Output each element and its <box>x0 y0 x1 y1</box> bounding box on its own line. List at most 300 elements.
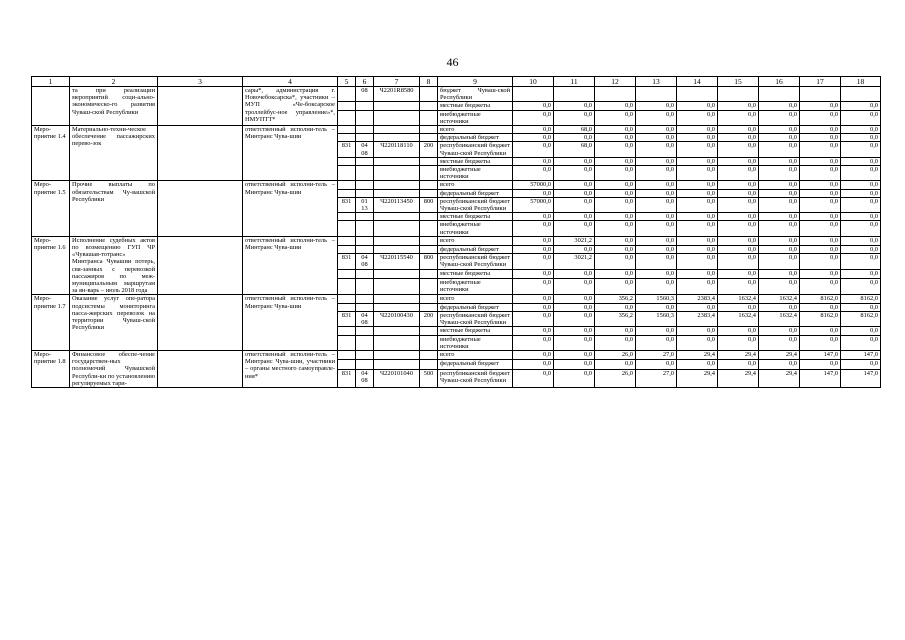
value-cell: 0,0 <box>718 102 759 110</box>
expense-type-code <box>420 221 438 236</box>
value-cell: 0,0 <box>595 236 636 245</box>
value-cell: 0,0 <box>677 279 718 295</box>
funding-source: бюджет Чуваш-ской Республики <box>438 87 513 102</box>
admin-code: 831 <box>338 369 356 387</box>
value-cell: 0,0 <box>759 279 800 295</box>
table-row <box>32 181 881 189</box>
value-cell: 0,0 <box>513 335 554 350</box>
admin-code <box>338 360 356 370</box>
funding-source: республиканский бюджет Чуваш-ской Республики <box>438 254 513 270</box>
expense-type-code <box>420 157 438 165</box>
responsible-executor: ответственный исполни-тель – Минтранс Чува-шии, участники – органы местного самоуправле-ния* <box>243 350 338 387</box>
admin-code <box>338 110 356 125</box>
expense-type-code: 800 <box>420 197 438 212</box>
expense-type-code <box>420 102 438 110</box>
funding-source: местные бюджеты <box>438 270 513 279</box>
column-number-9: 9 <box>438 77 513 87</box>
measure-name: та при реализации мероприятий соци-ально-экономическо-го развития Чуваш-ской Республики <box>70 87 158 126</box>
value-cell: 0,0 <box>800 327 841 335</box>
value-cell: 29,4 <box>718 369 759 387</box>
target-article-code <box>374 134 420 142</box>
value-cell: 0,0 <box>677 189 718 197</box>
value-cell: 0,0 <box>554 335 595 350</box>
value-cell <box>677 87 718 102</box>
value-cell: 0,0 <box>595 360 636 370</box>
funding-source: внебюджетные источники <box>438 166 513 181</box>
value-cell: 0,0 <box>513 110 554 125</box>
value-cell: 0,0 <box>636 134 677 142</box>
funding-source: всего <box>438 181 513 189</box>
value-cell: 0,0 <box>636 221 677 236</box>
value-cell: 0,0 <box>841 134 881 142</box>
value-cell: 0,0 <box>718 245 759 254</box>
responsible-executor: ответственный исполни-тель – Минтранс Чува-шии <box>243 181 338 236</box>
admin-code <box>338 189 356 197</box>
admin-code <box>338 157 356 165</box>
value-cell: 0,0 <box>636 335 677 350</box>
value-cell: 0,0 <box>513 166 554 181</box>
section-code <box>356 213 374 221</box>
column-number-17: 17 <box>800 77 841 87</box>
value-cell: 0,0 <box>595 254 636 270</box>
target-indicator <box>158 350 243 387</box>
admin-code <box>338 279 356 295</box>
value-cell: 0,0 <box>718 335 759 350</box>
value-cell: 0,0 <box>677 213 718 221</box>
value-cell: 0,0 <box>841 166 881 181</box>
section-code <box>356 126 374 134</box>
value-cell: 0,0 <box>841 327 881 335</box>
column-number-5: 5 <box>338 77 356 87</box>
value-cell: 0,0 <box>554 157 595 165</box>
value-cell: 0,0 <box>759 236 800 245</box>
target-article-code <box>374 189 420 197</box>
value-cell: 29,4 <box>677 369 718 387</box>
target-article-code <box>374 360 420 370</box>
value-cell: 0,0 <box>636 213 677 221</box>
admin-code <box>338 87 356 102</box>
target-article-code <box>374 279 420 295</box>
value-cell: 0,0 <box>800 157 841 165</box>
value-cell: 0,0 <box>595 327 636 335</box>
column-number-10: 10 <box>513 77 554 87</box>
value-cell: 0,0 <box>800 102 841 110</box>
admin-code <box>338 213 356 221</box>
value-cell: 0,0 <box>759 142 800 157</box>
value-cell: 0,0 <box>800 303 841 311</box>
funding-source: внебюджетные источники <box>438 279 513 295</box>
value-cell: 0,0 <box>841 126 881 134</box>
section-code <box>356 181 374 189</box>
value-cell: 0,0 <box>595 166 636 181</box>
value-cell: 0,0 <box>759 221 800 236</box>
expense-type-code <box>420 360 438 370</box>
section-code <box>356 236 374 245</box>
section-code <box>356 295 374 303</box>
value-cell: 0,0 <box>513 221 554 236</box>
value-cell: 0,0 <box>718 213 759 221</box>
measure-code: Меро-приятие 1.8 <box>32 350 70 387</box>
value-cell: 68,0 <box>554 126 595 134</box>
value-cell: 0,0 <box>800 181 841 189</box>
value-cell: 0,0 <box>759 126 800 134</box>
value-cell: 0,0 <box>677 157 718 165</box>
target-indicator <box>158 295 243 350</box>
value-cell: 1632,4 <box>759 295 800 303</box>
value-cell: 0,0 <box>513 254 554 270</box>
value-cell: 0,0 <box>513 350 554 360</box>
section-code <box>356 270 374 279</box>
value-cell: 0,0 <box>636 327 677 335</box>
value-cell: 0,0 <box>677 245 718 254</box>
value-cell: 0,0 <box>800 166 841 181</box>
value-cell: 0,0 <box>636 254 677 270</box>
value-cell: 0,0 <box>513 213 554 221</box>
section-code <box>356 110 374 125</box>
value-cell: 0,0 <box>595 181 636 189</box>
value-cell: 0,0 <box>595 189 636 197</box>
measure-name: Исполнение судебных актов по возмещению ГУП ЧР «Чувашав-тотранс» Минтранса Чувашии потерь, свя-занных с перевозкой пассажиров по меж-муниципальным маршрутам за ян-варь – июль 2018 года <box>70 236 158 295</box>
value-cell: 0,0 <box>554 213 595 221</box>
value-cell: 0,0 <box>759 197 800 212</box>
column-number-4: 4 <box>243 77 338 87</box>
value-cell: 147,0 <box>800 350 841 360</box>
target-article-code <box>374 236 420 245</box>
funding-source: внебюджетные источники <box>438 335 513 350</box>
value-cell: 0,0 <box>841 221 881 236</box>
expense-type-code <box>420 303 438 311</box>
funding-source: республиканский бюджет Чуваш-ской Республики <box>438 311 513 326</box>
admin-code: 831 <box>338 197 356 212</box>
expense-type-code <box>420 279 438 295</box>
target-article-code: Ч220115540 <box>374 254 420 270</box>
value-cell: 0,0 <box>759 213 800 221</box>
value-cell: 27,0 <box>636 350 677 360</box>
measure-code: Меро-приятие 1.6 <box>32 236 70 295</box>
funding-source: местные бюджеты <box>438 102 513 110</box>
value-cell: 0,0 <box>677 270 718 279</box>
value-cell: 0,0 <box>513 126 554 134</box>
funding-source: федеральный бюджет <box>438 134 513 142</box>
value-cell: 0,0 <box>554 134 595 142</box>
admin-code <box>338 350 356 360</box>
column-number-1: 1 <box>32 77 70 87</box>
value-cell: 26,0 <box>595 369 636 387</box>
value-cell: 0,0 <box>513 295 554 303</box>
section-code: 04 08 <box>356 142 374 157</box>
target-indicator <box>158 236 243 295</box>
value-cell: 2383,4 <box>677 295 718 303</box>
value-cell: 0,0 <box>841 157 881 165</box>
measure-name: Оказание услуг опе-ратора подсистемы мониторинга пасса-жирских перевозок на территории Чуваш-ской Республики <box>70 295 158 350</box>
value-cell: 0,0 <box>800 189 841 197</box>
value-cell: 0,0 <box>636 197 677 212</box>
value-cell: 0,0 <box>636 126 677 134</box>
section-code <box>356 350 374 360</box>
value-cell: 0,0 <box>677 221 718 236</box>
target-article-code: Ч220113450 <box>374 197 420 212</box>
target-indicator <box>158 181 243 236</box>
value-cell: 0,0 <box>841 254 881 270</box>
table-row <box>32 126 881 134</box>
value-cell: 0,0 <box>677 335 718 350</box>
value-cell: 0,0 <box>636 236 677 245</box>
value-cell: 68,0 <box>554 142 595 157</box>
value-cell: 0,0 <box>841 102 881 110</box>
value-cell: 0,0 <box>800 245 841 254</box>
target-article-code <box>374 110 420 125</box>
value-cell: 0,0 <box>718 181 759 189</box>
expense-type-code <box>420 87 438 102</box>
value-cell <box>718 87 759 102</box>
value-cell: 0,0 <box>554 279 595 295</box>
funding-source: местные бюджеты <box>438 157 513 165</box>
value-cell: 0,0 <box>718 110 759 125</box>
table-body <box>32 77 881 388</box>
value-cell: 8162,0 <box>800 295 841 303</box>
value-cell: 0,0 <box>800 254 841 270</box>
measure-code: Меро-приятие 1.4 <box>32 126 70 181</box>
value-cell: 0,0 <box>636 279 677 295</box>
value-cell: 0,0 <box>554 197 595 212</box>
admin-code <box>338 270 356 279</box>
section-code: 04 08 <box>356 254 374 270</box>
value-cell: 0,0 <box>513 360 554 370</box>
value-cell: 0,0 <box>759 270 800 279</box>
target-article-code <box>374 327 420 335</box>
value-cell: 0,0 <box>513 134 554 142</box>
value-cell <box>554 87 595 102</box>
value-cell: 0,0 <box>759 110 800 125</box>
column-number-2: 2 <box>70 77 158 87</box>
value-cell: 0,0 <box>677 142 718 157</box>
value-cell: 0,0 <box>841 236 881 245</box>
funding-source: республиканский бюджет Чуваш-ской Республики <box>438 142 513 157</box>
value-cell: 2383,4 <box>677 311 718 326</box>
target-article-code <box>374 102 420 110</box>
expense-type-code <box>420 245 438 254</box>
expense-type-code: 200 <box>420 311 438 326</box>
admin-code <box>338 102 356 110</box>
value-cell: 1560,3 <box>636 295 677 303</box>
funding-source: всего <box>438 350 513 360</box>
section-code <box>356 221 374 236</box>
value-cell: 0,0 <box>554 327 595 335</box>
value-cell: 0,0 <box>513 245 554 254</box>
value-cell: 0,0 <box>718 221 759 236</box>
column-number-8: 8 <box>420 77 438 87</box>
value-cell: 0,0 <box>636 110 677 125</box>
value-cell: 147,0 <box>800 369 841 387</box>
value-cell: 356,2 <box>595 311 636 326</box>
admin-code: 831 <box>338 254 356 270</box>
value-cell: 0,0 <box>636 245 677 254</box>
admin-code: 831 <box>338 311 356 326</box>
column-number-15: 15 <box>718 77 759 87</box>
value-cell: 0,0 <box>636 102 677 110</box>
value-cell: 0,0 <box>554 221 595 236</box>
page-number: 46 <box>446 55 459 69</box>
value-cell: 0,0 <box>554 295 595 303</box>
expense-type-code: 800 <box>420 254 438 270</box>
value-cell: 0,0 <box>718 360 759 370</box>
value-cell: 0,0 <box>841 110 881 125</box>
value-cell: 0,0 <box>841 303 881 311</box>
value-cell: 0,0 <box>513 279 554 295</box>
responsible-executor: сары*, администрация г. Новочебоксарска*, участники – МУП «Че-боксарское троллейбус-ное управление»*, НМУПТТ* <box>243 87 338 126</box>
value-cell: 0,0 <box>759 360 800 370</box>
funding-source: внебюджетные источники <box>438 221 513 236</box>
value-cell: 0,0 <box>513 102 554 110</box>
value-cell: 0,0 <box>595 134 636 142</box>
value-cell: 0,0 <box>841 189 881 197</box>
section-code <box>356 166 374 181</box>
target-article-code: Ч220118110 <box>374 142 420 157</box>
value-cell: 0,0 <box>636 181 677 189</box>
section-code <box>356 157 374 165</box>
section-code <box>356 189 374 197</box>
value-cell: 0,0 <box>636 189 677 197</box>
value-cell: 0,0 <box>841 181 881 189</box>
value-cell: 8162,0 <box>841 295 881 303</box>
column-number-12: 12 <box>595 77 636 87</box>
value-cell: 0,0 <box>718 270 759 279</box>
responsible-executor: ответственный исполни-тель – Минтранс Чува-шии <box>243 236 338 295</box>
value-cell: 0,0 <box>513 270 554 279</box>
target-article-code <box>374 335 420 350</box>
target-article-code <box>374 221 420 236</box>
table-row <box>32 350 881 360</box>
value-cell: 0,0 <box>759 254 800 270</box>
value-cell: 0,0 <box>595 303 636 311</box>
value-cell: 27,0 <box>636 369 677 387</box>
section-code <box>356 303 374 311</box>
value-cell: 29,4 <box>759 350 800 360</box>
funding-source: местные бюджеты <box>438 327 513 335</box>
value-cell: 0,0 <box>636 303 677 311</box>
expense-type-code <box>420 236 438 245</box>
value-cell: 0,0 <box>677 254 718 270</box>
value-cell: 0,0 <box>677 126 718 134</box>
target-article-code <box>374 181 420 189</box>
value-cell: 0,0 <box>595 270 636 279</box>
value-cell: 0,0 <box>800 270 841 279</box>
value-cell: 0,0 <box>595 213 636 221</box>
section-code: 04 08 <box>356 369 374 387</box>
value-cell: 3021,2 <box>554 254 595 270</box>
value-cell: 0,0 <box>800 110 841 125</box>
value-cell: 0,0 <box>718 236 759 245</box>
admin-code <box>338 295 356 303</box>
value-cell: 0,0 <box>759 335 800 350</box>
value-cell: 0,0 <box>759 166 800 181</box>
value-cell: 147,0 <box>841 369 881 387</box>
admin-code <box>338 221 356 236</box>
funding-source: всего <box>438 236 513 245</box>
section-code: 01 13 <box>356 197 374 212</box>
funding-source: республиканский бюджет Чуваш-ской Республики <box>438 369 513 387</box>
value-cell: 0,0 <box>718 166 759 181</box>
value-cell: 0,0 <box>677 236 718 245</box>
value-cell: 0,0 <box>718 254 759 270</box>
admin-code <box>338 236 356 245</box>
value-cell: 0,0 <box>677 197 718 212</box>
column-number-11: 11 <box>554 77 595 87</box>
admin-code <box>338 335 356 350</box>
value-cell: 0,0 <box>841 335 881 350</box>
responsible-executor: ответственный исполни-тель – Минтранс Чува-шии <box>243 126 338 181</box>
value-cell: 0,0 <box>554 245 595 254</box>
target-article-code <box>374 157 420 165</box>
value-cell: 0,0 <box>677 181 718 189</box>
value-cell: 0,0 <box>513 157 554 165</box>
funding-source: республиканский бюджет Чуваш-ской Республики <box>438 197 513 212</box>
target-article-code: Ч2201R8580 <box>374 87 420 102</box>
value-cell: 0,0 <box>718 303 759 311</box>
section-code <box>356 327 374 335</box>
value-cell: 57000,0 <box>513 197 554 212</box>
expense-type-code <box>420 213 438 221</box>
target-article-code <box>374 303 420 311</box>
funding-source: всего <box>438 126 513 134</box>
section-code <box>356 102 374 110</box>
measure-name: Прочие выплаты по обязательствам Чу-вашской Республики <box>70 181 158 236</box>
section-code <box>356 335 374 350</box>
section-code <box>356 245 374 254</box>
value-cell: 0,0 <box>595 110 636 125</box>
expense-type-code <box>420 126 438 134</box>
target-article-code <box>374 350 420 360</box>
section-code: 04 08 <box>356 311 374 326</box>
value-cell: 0,0 <box>595 157 636 165</box>
funding-source: всего <box>438 295 513 303</box>
value-cell: 0,0 <box>718 197 759 212</box>
column-number-6: 6 <box>356 77 374 87</box>
table-row <box>32 236 881 245</box>
value-cell: 0,0 <box>718 142 759 157</box>
measure-code <box>32 87 70 126</box>
value-cell: 0,0 <box>841 197 881 212</box>
admin-code <box>338 126 356 134</box>
value-cell: 0,0 <box>595 245 636 254</box>
value-cell: 8162,0 <box>841 311 881 326</box>
expense-type-code <box>420 181 438 189</box>
section-code <box>356 134 374 142</box>
value-cell: 0,0 <box>554 360 595 370</box>
column-number-13: 13 <box>636 77 677 87</box>
measure-code: Меро-приятие 1.5 <box>32 181 70 236</box>
value-cell: 0,0 <box>800 197 841 212</box>
value-cell <box>636 87 677 102</box>
value-cell: 0,0 <box>513 311 554 326</box>
expense-type-code <box>420 327 438 335</box>
value-cell: 0,0 <box>759 157 800 165</box>
value-cell: 0,0 <box>595 279 636 295</box>
target-article-code <box>374 245 420 254</box>
value-cell: 29,4 <box>677 350 718 360</box>
funding-source: внебюджетные источники <box>438 110 513 125</box>
funding-source: федеральный бюджет <box>438 245 513 254</box>
expense-type-code <box>420 166 438 181</box>
value-cell: 0,0 <box>759 134 800 142</box>
value-cell: 0,0 <box>718 189 759 197</box>
value-cell: 0,0 <box>718 126 759 134</box>
target-article-code <box>374 213 420 221</box>
value-cell: 0,0 <box>800 335 841 350</box>
column-number-18: 18 <box>841 77 881 87</box>
value-cell: 0,0 <box>677 134 718 142</box>
value-cell: 0,0 <box>513 327 554 335</box>
